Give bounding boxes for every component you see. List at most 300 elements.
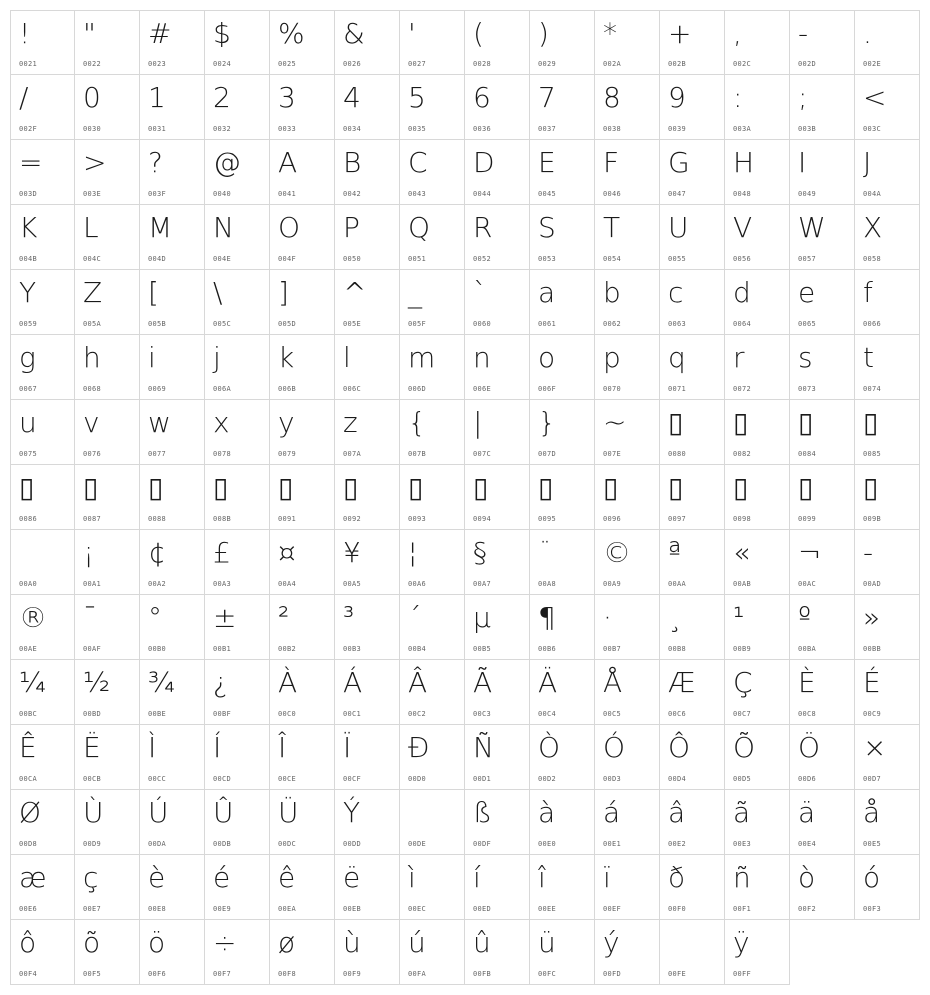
glyph-sample: 9: [668, 81, 686, 114]
codepoint-label: 00FA: [408, 970, 427, 978]
glyph-sample: ·: [603, 601, 612, 634]
codepoint-label: 0060: [473, 320, 492, 328]
glyph-cell: [400, 465, 465, 530]
glyph-sample: Ñ: [473, 731, 494, 764]
glyph-cell: [10, 920, 75, 985]
glyph-cell: [10, 270, 75, 335]
glyph-cell: [530, 660, 595, 725]
glyph-sample: 8: [603, 81, 621, 114]
codepoint-label: 005A: [83, 320, 102, 328]
glyph-sample: ñ: [733, 861, 751, 894]
glyph-sample: {: [408, 406, 426, 439]
glyph-sample: ]: [278, 276, 289, 309]
glyph-cell: [335, 855, 400, 920]
codepoint-label: 0094: [473, 515, 492, 523]
glyph-sample: y: [278, 406, 295, 439]
glyph-cell: [140, 400, 205, 465]
glyph-sample: ¦: [408, 536, 418, 569]
codepoint-label: 0023: [148, 60, 167, 68]
glyph-cell: [530, 920, 595, 985]
codepoint-label: 0036: [473, 125, 492, 133]
codepoint-label: 0055: [668, 255, 687, 263]
codepoint-label: 004E: [213, 255, 232, 263]
glyph-cell: [465, 140, 530, 205]
glyph-sample: `: [473, 276, 487, 309]
glyph-sample: ▯: [19, 471, 35, 504]
glyph-cell: [595, 335, 660, 400]
glyph-cell: [465, 595, 530, 660]
glyph-cell: [595, 10, 660, 75]
codepoint-label: 0073: [798, 385, 817, 393]
glyph-sample: !: [19, 17, 31, 50]
codepoint-label: 0022: [83, 60, 102, 68]
codepoint-label: 00D2: [538, 775, 557, 783]
glyph-cell: [75, 400, 140, 465]
glyph-sample: ×: [863, 731, 887, 764]
glyph-sample: j: [213, 341, 221, 374]
codepoint-label: 00E0: [538, 840, 557, 848]
codepoint-label: 00CC: [148, 775, 167, 783]
glyph-cell: [335, 400, 400, 465]
codepoint-label: 004C: [83, 255, 102, 263]
glyph-cell: [140, 920, 205, 985]
codepoint-label: 007B: [408, 450, 427, 458]
codepoint-label: 0059: [19, 320, 38, 328]
glyph-sample: 2: [213, 81, 231, 114]
glyph-sample: ó: [863, 861, 881, 894]
glyph-sample: B: [343, 146, 362, 179]
codepoint-label: 0037: [538, 125, 557, 133]
codepoint-label: 00B5: [473, 645, 492, 653]
glyph-cell: [205, 920, 270, 985]
glyph-sample: P: [343, 211, 360, 244]
glyph-cell: [790, 855, 855, 920]
glyph-cell: [270, 205, 335, 270]
codepoint-label: 0086: [19, 515, 38, 523]
codepoint-label: 00E3: [733, 840, 752, 848]
glyph-sample: ¯: [83, 601, 97, 634]
glyph-cell: [660, 335, 725, 400]
glyph-cell: [855, 335, 920, 400]
codepoint-label: 00FD: [603, 970, 622, 978]
glyph-cell: [595, 75, 660, 140]
codepoint-label: 00C0: [278, 710, 297, 718]
glyph-sample: N: [213, 211, 234, 244]
glyph-cell: [725, 725, 790, 790]
glyph-cell: [335, 335, 400, 400]
glyph-cell: [270, 10, 335, 75]
codepoint-label: 0077: [148, 450, 167, 458]
codepoint-label: 00D5: [733, 775, 752, 783]
glyph-cell: [335, 465, 400, 530]
glyph-cell: [10, 75, 75, 140]
codepoint-label: 0087: [83, 515, 102, 523]
glyph-sample: Ð: [408, 731, 430, 764]
glyph-sample: è: [148, 861, 166, 894]
glyph-cell: [725, 660, 790, 725]
codepoint-label: 0027: [408, 60, 427, 68]
glyph-sample: *: [603, 17, 617, 50]
codepoint-label: 0091: [278, 515, 297, 523]
glyph-sample: r: [733, 341, 745, 374]
glyph-sample: A: [278, 146, 298, 179]
glyph-cell: [140, 10, 205, 75]
glyph-cell: [725, 140, 790, 205]
glyph-cell: [855, 855, 920, 920]
glyph-cell: [530, 400, 595, 465]
codepoint-label: 00AC: [798, 580, 817, 588]
glyph-sample: Ì: [148, 731, 157, 764]
codepoint-label: 0047: [668, 190, 687, 198]
glyph-cell: [400, 335, 465, 400]
glyph-sample: k: [278, 341, 295, 374]
glyph-sample: ▯: [863, 406, 879, 439]
glyph-sample: c: [668, 276, 684, 309]
glyph-sample: ê: [278, 861, 296, 894]
codepoint-label: 00F1: [733, 905, 752, 913]
glyph-sample: ß: [473, 796, 492, 829]
codepoint-label: 00A7: [473, 580, 492, 588]
glyph-sample: ¹: [733, 601, 745, 634]
codepoint-label: 00BA: [798, 645, 817, 653]
codepoint-label: 00EE: [538, 905, 557, 913]
codepoint-label: 0061: [538, 320, 557, 328]
codepoint-label: 007E: [603, 450, 622, 458]
glyph-sample: ': [408, 17, 416, 50]
codepoint-label: 00DA: [148, 840, 167, 848]
glyph-cell: [335, 140, 400, 205]
glyph-sample: 1: [148, 81, 166, 114]
glyph-cell: [140, 335, 205, 400]
glyph-cell: [75, 595, 140, 660]
codepoint-label: 0029: [538, 60, 557, 68]
glyph-sample: Í: [213, 731, 222, 764]
codepoint-label: 0058: [863, 255, 882, 263]
codepoint-label: 0093: [408, 515, 427, 523]
glyph-cell: [205, 465, 270, 530]
glyph-cell: [855, 400, 920, 465]
glyph-sample: ½: [83, 666, 111, 699]
glyph-cell: [205, 855, 270, 920]
glyph-sample: &: [343, 17, 365, 50]
glyph-cell: [75, 75, 140, 140]
glyph-sample: ▯: [603, 471, 619, 504]
codepoint-label: 00A0: [19, 580, 38, 588]
codepoint-label: 00B4: [408, 645, 427, 653]
glyph-sample: À: [278, 666, 298, 699]
codepoint-label: 0066: [863, 320, 882, 328]
codepoint-label: 00EF: [603, 905, 622, 913]
codepoint-label: 00E1: [603, 840, 622, 848]
glyph-cell: [10, 465, 75, 530]
glyph-cell: [10, 790, 75, 855]
codepoint-label: 00AB: [733, 580, 752, 588]
glyph-cell: [270, 335, 335, 400]
glyph-cell: [270, 75, 335, 140]
glyph-cell: [205, 790, 270, 855]
glyph-cell: [140, 205, 205, 270]
glyph-sample: 3: [278, 81, 296, 114]
codepoint-label: 005B: [148, 320, 167, 328]
codepoint-label: 00F9: [343, 970, 362, 978]
glyph-cell: [725, 530, 790, 595]
codepoint-label: 004B: [19, 255, 38, 263]
glyph-cell: [530, 790, 595, 855]
codepoint-label: 00CB: [83, 775, 102, 783]
codepoint-label: 008B: [213, 515, 232, 523]
glyph-sample: ä: [798, 796, 816, 829]
glyph-sample: +: [668, 17, 692, 50]
glyph-sample: a: [538, 276, 556, 309]
codepoint-label: 006C: [343, 385, 362, 393]
glyph-cell: [465, 660, 530, 725]
codepoint-label: 00A1: [83, 580, 102, 588]
glyph-cell: [75, 725, 140, 790]
glyph-sample: ▯: [473, 471, 489, 504]
glyph-cell: [595, 595, 660, 660]
glyph-sample: V: [733, 211, 753, 244]
glyph-sample: |: [473, 406, 483, 439]
codepoint-label: 005D: [278, 320, 297, 328]
codepoint-label: 00BF: [213, 710, 232, 718]
glyph-cell: [10, 530, 75, 595]
codepoint-label: 00E8: [148, 905, 167, 913]
glyph-cell: [400, 790, 465, 855]
glyph-sample: Ä: [538, 666, 558, 699]
codepoint-label: 00FC: [538, 970, 557, 978]
glyph-sample: Ã: [473, 666, 493, 699]
glyph-cell: [10, 855, 75, 920]
glyph-sample: ³: [343, 601, 355, 634]
glyph-sample: ´: [408, 601, 422, 634]
glyph-sample: ®: [19, 601, 47, 634]
glyph-cell: [400, 530, 465, 595]
glyph-cell: [530, 530, 595, 595]
codepoint-label: 00B0: [148, 645, 167, 653]
glyph-cell: [270, 465, 335, 530]
glyph-sample: e: [798, 276, 816, 309]
codepoint-label: 0026: [343, 60, 362, 68]
glyph-sample: Ý: [343, 796, 361, 829]
glyph-sample: Á: [343, 666, 363, 699]
codepoint-label: 00B3: [343, 645, 362, 653]
glyph-sample: æ: [19, 861, 47, 894]
glyph-sample: ▯: [733, 471, 749, 504]
glyph-sample: R: [473, 211, 493, 244]
codepoint-label: 00E7: [83, 905, 102, 913]
glyph-sample: [: [148, 276, 159, 309]
codepoint-label: 00F6: [148, 970, 167, 978]
glyph-cell: [790, 595, 855, 660]
codepoint-label: 00A6: [408, 580, 427, 588]
codepoint-label: 00B8: [668, 645, 687, 653]
glyph-sample: õ: [83, 926, 101, 959]
glyph-sample: ²: [278, 601, 290, 634]
glyph-cell: [75, 270, 140, 335]
glyph-cell: [725, 855, 790, 920]
glyph-cell: [660, 855, 725, 920]
glyph-cell: [660, 465, 725, 530]
codepoint-label: 00DD: [343, 840, 362, 848]
codepoint-label: 009B: [863, 515, 882, 523]
codepoint-label: 00C7: [733, 710, 752, 718]
codepoint-label: 0075: [19, 450, 38, 458]
glyph-sample: ;: [798, 81, 808, 114]
codepoint-label: 0095: [538, 515, 557, 523]
glyph-sample: ù: [343, 926, 361, 959]
glyph-cell: [75, 465, 140, 530]
glyph-cell: [205, 530, 270, 595]
glyph-cell: [205, 270, 270, 335]
glyph-sample: ¢: [148, 536, 166, 569]
glyph-sample: Ô: [668, 731, 691, 764]
glyph-sample: º: [798, 601, 812, 634]
glyph-sample: ¿: [213, 666, 229, 699]
glyph-cell: [10, 660, 75, 725]
glyph-cell: [465, 75, 530, 140]
glyph-cell: [335, 790, 400, 855]
glyph-cell: [595, 270, 660, 335]
glyph-sample: Ú: [148, 796, 169, 829]
codepoint-label: 002D: [798, 60, 817, 68]
glyph-sample: @: [213, 146, 241, 179]
glyph-cell: [270, 660, 335, 725]
glyph-cell: [465, 400, 530, 465]
glyph-sample: Ë: [83, 731, 101, 764]
glyph-sample: h: [83, 341, 101, 374]
glyph-cell: [660, 920, 725, 985]
codepoint-label: 00CF: [343, 775, 362, 783]
glyph-cell: [270, 140, 335, 205]
glyph-sample: ▯: [798, 406, 814, 439]
codepoint-label: 00F0: [668, 905, 687, 913]
glyph-sample: I: [798, 146, 807, 179]
glyph-cell: [10, 400, 75, 465]
codepoint-label: 00D1: [473, 775, 492, 783]
glyph-cell: [790, 530, 855, 595]
glyph-cell: [465, 790, 530, 855]
codepoint-label: 00BC: [19, 710, 38, 718]
glyph-cell: [335, 10, 400, 75]
glyph-sample: M: [148, 211, 173, 244]
glyph-cell: [205, 660, 270, 725]
codepoint-label: 00C4: [538, 710, 557, 718]
glyph-sample: 0: [83, 81, 101, 114]
codepoint-label: 00F7: [213, 970, 232, 978]
glyph-sample: °: [148, 601, 162, 634]
glyph-sample: :: [733, 81, 743, 114]
glyph-cell: [530, 335, 595, 400]
codepoint-label: 00D9: [83, 840, 102, 848]
glyph-sample: f: [863, 276, 873, 309]
glyph-cell: [725, 465, 790, 530]
glyph-cell: [790, 400, 855, 465]
glyph-sample: m: [408, 341, 436, 374]
glyph-sample: Ø: [19, 796, 42, 829]
glyph-cell: [725, 400, 790, 465]
glyph-sample: s: [798, 341, 813, 374]
codepoint-label: 0064: [733, 320, 752, 328]
glyph-sample: Ù: [83, 796, 104, 829]
glyph-sample: Ç: [733, 666, 753, 699]
codepoint-label: 002F: [19, 125, 38, 133]
codepoint-label: 0088: [148, 515, 167, 523]
glyph-sample: X: [863, 211, 883, 244]
glyph-sample: p: [603, 341, 621, 374]
glyph-cell: [855, 790, 920, 855]
glyph-cell: [205, 595, 270, 660]
codepoint-label: 00D6: [798, 775, 817, 783]
glyph-cell: [140, 270, 205, 335]
codepoint-label: 00E5: [863, 840, 882, 848]
glyph-cell: [10, 595, 75, 660]
glyph-sample: Û: [213, 796, 234, 829]
glyph-cell: [75, 140, 140, 205]
glyph-sample: ▯: [668, 406, 684, 439]
codepoint-label: 0082: [733, 450, 752, 458]
glyph-sample: ¸: [668, 601, 682, 634]
glyph-sample: ,: [733, 17, 742, 50]
glyph-cell: [595, 205, 660, 270]
glyph-sample: é: [213, 861, 231, 894]
glyph-cell: [595, 400, 660, 465]
glyph-sample: n: [473, 341, 491, 374]
glyph-sample: ?: [148, 146, 163, 179]
glyph-sample: L: [83, 211, 99, 244]
glyph-cell: [790, 205, 855, 270]
codepoint-label: 0063: [668, 320, 687, 328]
glyph-sample: ÿ: [733, 926, 750, 959]
glyph-cell: [530, 725, 595, 790]
codepoint-label: 00F8: [278, 970, 297, 978]
codepoint-label: 003E: [83, 190, 102, 198]
glyph-cell: [270, 920, 335, 985]
glyph-sample: Õ: [733, 731, 756, 764]
glyph-sample: ©: [603, 536, 631, 569]
glyph-cell: [660, 270, 725, 335]
glyph-cell: [725, 270, 790, 335]
glyph-sample: ▯: [213, 471, 229, 504]
codepoint-label: 0099: [798, 515, 817, 523]
glyph-cell: [660, 400, 725, 465]
glyph-cell: [140, 855, 205, 920]
glyph-sample: ▯: [83, 471, 99, 504]
glyph-sample: .: [863, 17, 872, 50]
glyph-cell: [400, 660, 465, 725]
codepoint-label: 00C6: [668, 710, 687, 718]
codepoint-label: 003B: [798, 125, 817, 133]
glyph-sample: _: [408, 276, 422, 309]
codepoint-label: 0035: [408, 125, 427, 133]
codepoint-label: 0046: [603, 190, 622, 198]
glyph-sample: %: [278, 17, 305, 50]
codepoint-label: 006D: [408, 385, 427, 393]
codepoint-label: 00D7: [863, 775, 882, 783]
glyph-cell: [270, 725, 335, 790]
glyph-cell: [790, 75, 855, 140]
glyph-cell: [10, 725, 75, 790]
glyph-sample: å: [863, 796, 881, 829]
codepoint-label: 00C1: [343, 710, 362, 718]
glyph-sample: >: [83, 146, 107, 179]
codepoint-label: 0038: [603, 125, 622, 133]
codepoint-label: 006E: [473, 385, 492, 393]
glyph-sample: q: [668, 341, 686, 374]
glyph-sample: ï: [603, 861, 611, 894]
glyph-cell: [335, 75, 400, 140]
glyph-cell: [790, 335, 855, 400]
glyph-sample: F: [603, 146, 620, 179]
